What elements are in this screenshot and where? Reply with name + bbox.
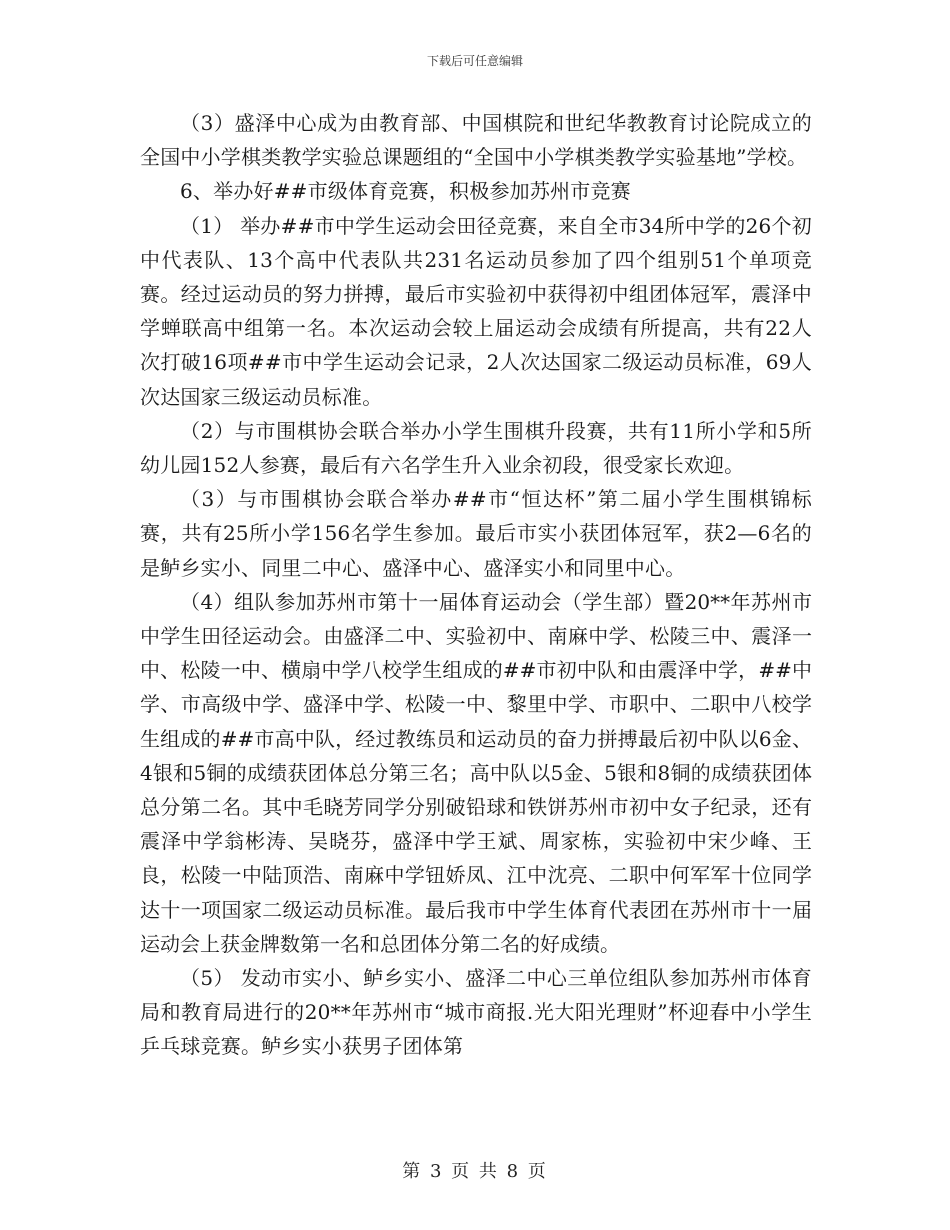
page-header: 下载后可任意编辑 — [426, 54, 523, 68]
section-heading-competitions: 6、举办好##市级体育竞赛，积极参加苏州市竞赛 — [180, 179, 631, 204]
page-number-footer: 第 3 页 共 8 页 — [402, 1161, 548, 1182]
paragraph-table-tennis: （5） 发动市实小、鲈乡实小、盛泽二中心三单位组队参加苏州市体育局和教育局进行的20**年苏州市“城市商报.光大阳光理财”杯迎春中小学生乒乓球竞赛。鲈乡实小获男子团体第 — [140, 966, 812, 1059]
paragraph-suzhou-games: （4）组队参加苏州市第十一届体育运动会（学生部）暨20**年苏州市中学生田径运动会。由盛泽二中、实验初中、南麻中学、松陵三中、震泽一中、松陵一中、横扇中学八校学生组成的##市初中队和由震泽中学，##中学、市高级中学、盛泽中学、松陵一中、黎里中学、市职中、二职中八校学生组成的##市高中队，经过教练员和运动员的奋力拼搏最后初中队以6金、4银和5铜的成绩获团体总分第三名；高中队以5金、5银和8铜的成绩获团体总分第二名。其中毛晓芳同学分别破铅球和铁饼苏州市初中女子纪录，还有震泽中学翁彬涛、吴晓芬，盛泽中学王斌、周家栋，实验初中宋少峰、王良，松陵一中陆顶浩、南麻中学钮娇凤、江中沈亮、二职中何军军十位同学达十一项国家二级运动员标准。最后我市中学生体育代表团在苏州市十一届运动会上获金牌数第一名和总团体分第二名的好成绩。 — [140, 589, 812, 956]
document-body — [140, 106, 812, 1064]
paragraph-track-field-meet: （1） 举办##市中学生运动会田径竞赛，来自全市34所中学的26个初中代表队、13个高中代表队共231名运动员参加了四个组别51个单项竞赛。经过运动员的努力拼搏，最后市实验初中获得初中组团体冠军，震泽中学蝉联高中组第一名。本次运动会较上届运动会成绩有所提高，共有22人次打破16项##市中学生运动会记录，2人次达国家二级运动员标准，69人次达国家三级运动员标准。 — [140, 213, 812, 409]
paragraph-go-championship: （3）与市围棋协会联合举办##市“恒达杯”第二届小学生围棋锦标赛，共有25所小学156名学生参加。最后市实小获团体冠军，获2—6名的是鲈乡实小、同里二中心、盛泽中心、盛泽实小和同里中心。 — [140, 487, 812, 580]
paragraph-base-school: （3）盛泽中心成为由教育部、中国棋院和世纪华教教育讨论院成立的全国中小学棋类教学实验总课题组的“全国中小学棋类教学实验基地”学校。 — [140, 111, 812, 170]
paragraph-go-rank-match: （2）与市围棋协会联合举办小学生围棋升段赛，共有11所小学和5所幼儿园152人参赛，最后有六名学生升入业余初段，很受家长欢迎。 — [140, 418, 812, 478]
